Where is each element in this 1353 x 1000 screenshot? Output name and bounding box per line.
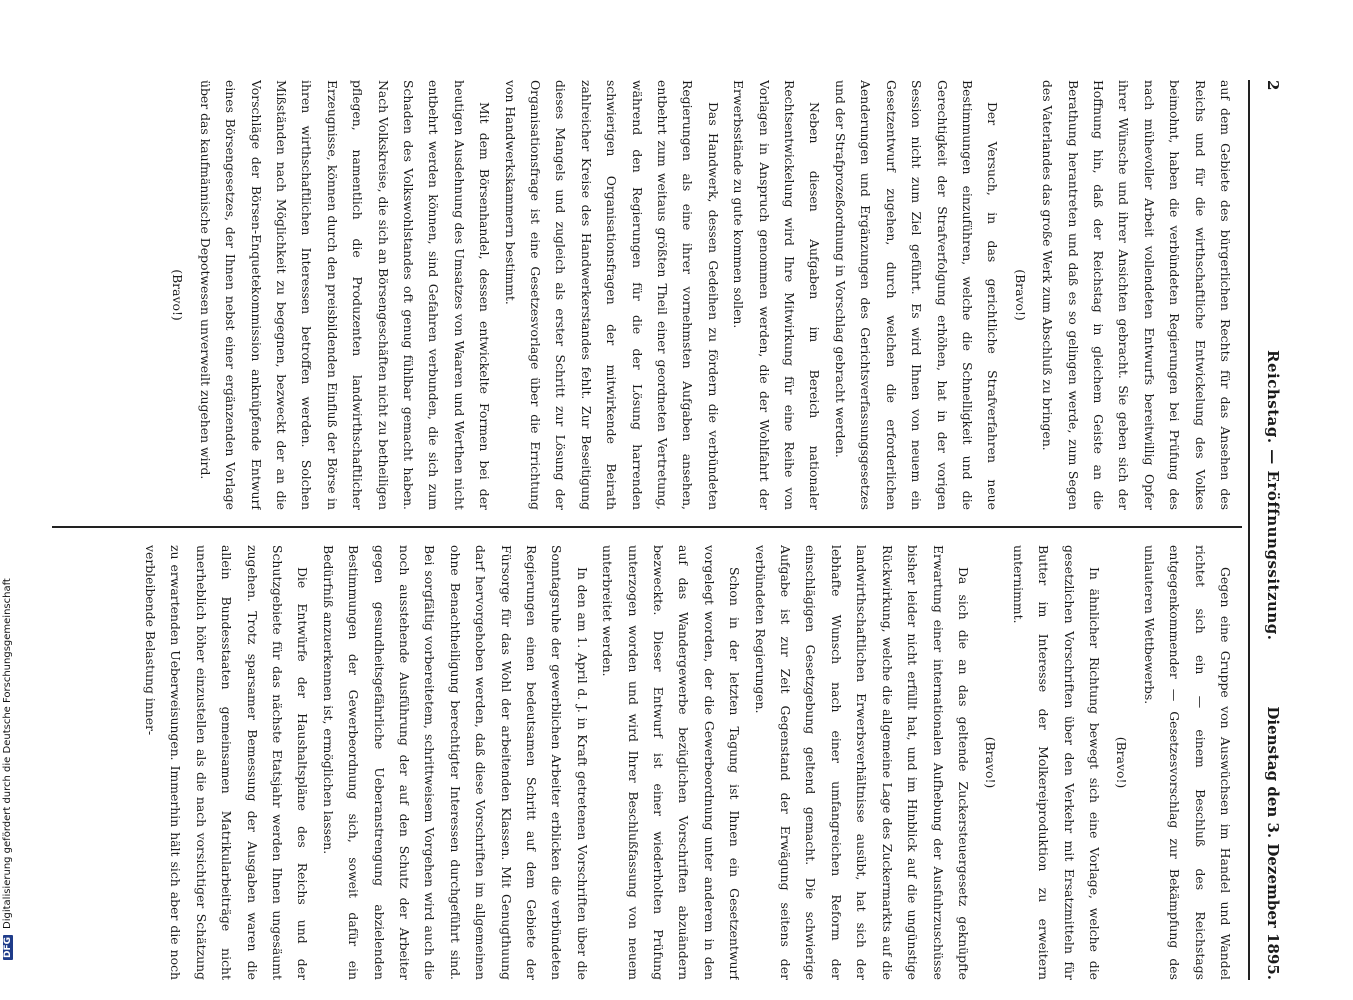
paragraph: Da sich die an das geltende Zuckersteuergesetz geknüpfte Erwartung einer internationalen Aufhebung der Ausfuhrzuschüsse bisher leider nicht erfüllt hat, und im Hinblick auf die ungünstige Rückwirkung, welche die allgemeine Lage des Zuckermarkts auf die landwirthschaftlichen Erwerbsverhältnisse ausübt, hat sich der lebhafte Wunsch nach einer umfangreichen Reform der einschlägigen Gesetzgebung geltend gemacht. Die schwierige Aufgabe ist zur Zeit Gegenstand der Erwägung seitens der verbündeten Regierungen. [752, 545, 971, 980]
paragraph: Mit dem Börsenhandel, dessen entwickelte Formen bei der heutigen Ausdehnung des Umsatzes von Waaren und Werthen nicht entbehrt werden können, sind Gefahren verbunden, die sich zum Schaden des Volkswohlstandes oft genug fühlbar gemacht haben. Nach Volkskreise, die sich an Börsengeschäften nicht zu betheiligen pflegen, namentlich die Produzenten landwirthschaftlicher Erzeugnisse, können durch den preisbildenden Einfluß der Börse in ihren wirthschaftlichen Interessen betroffen werden. Solchen Mißständen nach Möglichkeit zu begegnen, bezweckt der an die Vorschläge der Börsen-Enquetekommission anknüpfende Entwurf eines Börsengesetzes, der Ihnen nebst einer ergänzenden Vorlage über das kaufmännische Depotwesen unverweilt zugehen wird. [197, 80, 493, 510]
digitization-credit-strip [0, 0, 16, 1000]
applause-note: (Bravo!) [983, 736, 999, 789]
left-column [58, 80, 1238, 510]
right-column [58, 545, 1238, 980]
page-number: 2 [1264, 80, 1282, 91]
applause-note: (Bravo!) [1114, 736, 1130, 789]
paragraph: auf dem Gebiete des bürgerlichen Rechts für das Ansehen des Reichs und für die wirthschaftliche Entwickelung des Volkes beimohnt, haben die verbündeten Regierungen bei Prüfung des nach mühevoller Arbeit vollendeten Entwurfs bereitwillig Opfer ihrer Wünsche und ihrer Ansichten gebracht. Sie geben sich der Hoffnung hin, daß der Reichstag in gleichem Geiste an die Berathung herantreten und daß es so gelingen werde, zum Segen des Vaterlandes das große Werk zum Abschluß zu bringen. [1040, 80, 1233, 510]
page-title: Reichstag. — Eröffnungssitzung. [1264, 350, 1282, 641]
applause-note: (Bravo!) [1012, 269, 1028, 321]
paragraph: Schon in der letzten Tagung ist Ihnen ein Gesetzentwurf vorgelegt worden, der die Gewerbeordnung unter anderem in den auf das Wandergewerbe bezüglichen Vorschriften abzuändern bezweckte. Dieser Entwurf ist einer wiederholten Prüfung unterzogen worden und wird Ihrer Beschlußfassung von neuem unterbreitet werden. [600, 545, 743, 980]
paragraph: In den am 1. April d. J. in Kraft getretenen Vorschriften über die Sonntagsruhe der gewerblichen Arbeiter erblicken die verbündeten Regierungen einen bedeutsamen Schritt auf dem Gebiete der Fürsorge für das Wohl der arbeitenden Klassen. Mit Genugthuung darf hervorgehoben werden, daß diese Vorschriften im allgemeinen ohne Benachtheiligung berechtigter Interessen durchgeführt sind. Bei sorgfältig vorbereitetem, schrittweisem Vorgehen wird auch die noch ausstehende Ausführung der auf den Schutz der Arbeiter gegen gesundheitsgefährliche Ueberanstrengung abzielenden Bestimmungen der Gewerbeordnung sich, soweit dafür ein Bedürfniß anzuerkennen ist, ermöglichen lassen. [320, 545, 590, 980]
paragraph: Gegen eine Gruppe von Auswüchsen im Handel und Wandel richtet sich ein — einem Beschluß des Reichstags entgegenkommender — Gesetzesvorschlag zur Bekämpfung des unlauteren Wettbewerbs. [1141, 545, 1233, 980]
paragraph: In ähnlicher Richtung bewegt sich eine Vorlage, welche die gesetzlichen Vorschriften über den Verkehr mit Ersatzmitteln für Butter im Interesse der Molkereiproduktion zu erweitern unternimmt. [1010, 545, 1102, 980]
paragraph: Das Handwerk, dessen Gedeihen zu fördern die verbündeten Regierungen als eine ihrer vornehmsten Aufgaben ansehen, entbehrt zum weitaus größten Theil einer geordneten Vertretung, während den Regierungen für die der Lösung harrenden schwierigen Organisationsfragen der mitwirkende Beirath zahlreicher Kreise des Handwerkerstandes fehlt. Zur Beseitigung dieses Mangels und zugleich als erster Schritt zur Lösung der Organisationsfrage ist eine Gesetzesvorlage über die Errichtung von Handwerkskammern bestimmt. [502, 80, 721, 510]
issue-date: Dienstag den 3. Dezember 1895. [1264, 706, 1282, 980]
header-rule [1248, 80, 1250, 980]
paragraph: Der Versuch, in das gerichtliche Strafverfahren neue Bestimmungen einzuführen, welche die Schnelligkeit und die Gerechtigkeit der Strafverfolgung erhöhen, hat in der vorigen Session nicht zum Ziel geführt. Es wird Ihnen von neuem ein Gesetzentwurf zugehen, durch welchen die erforderlichen Aenderungen und Ergänzungen des Gerichtsverfassungsgesetzes und der Strafprozeßordnung in Vorschlag gebracht werden. [832, 80, 1001, 510]
column-divider [52, 526, 1242, 528]
paragraph: Die Entwürfe der Haushaltspläne des Reichs und der Schutzgebiete für das nächste Etatsjahr werden Ihnen ungesäumt zugehen. Trotz sparsamer Bemessung der Ausgaben waren die allein Bundesstaaten gemeinsamen Matrikularbeiträge nicht unerheblich höher einzustellen als die nach vorsichtiger Schätzung zu erwartenden Ueberweisungen. Immerhin hält sich aber die noch verbleibende Belastung inner- [142, 545, 311, 980]
page-header [1250, 80, 1290, 980]
dfg-logo: DFG [3, 936, 13, 958]
applause-note: (Bravo!) [170, 269, 186, 321]
paragraph: Neben diesen Aufgaben im Bereich nationaler Rechtsentwickelung wird Ihre Mitwirkung für eine Reihe von Vorlagen in Anspruch genommen werden, die der Wohlfahrt der Erwerbsstände zu gute kommen sollen. [731, 80, 823, 510]
newspaper-page [40, 0, 1330, 1000]
digitization-credit-text: Digitalisierung gefördert durch die Deutsche Forschungsgemeinschaft [2, 578, 13, 929]
